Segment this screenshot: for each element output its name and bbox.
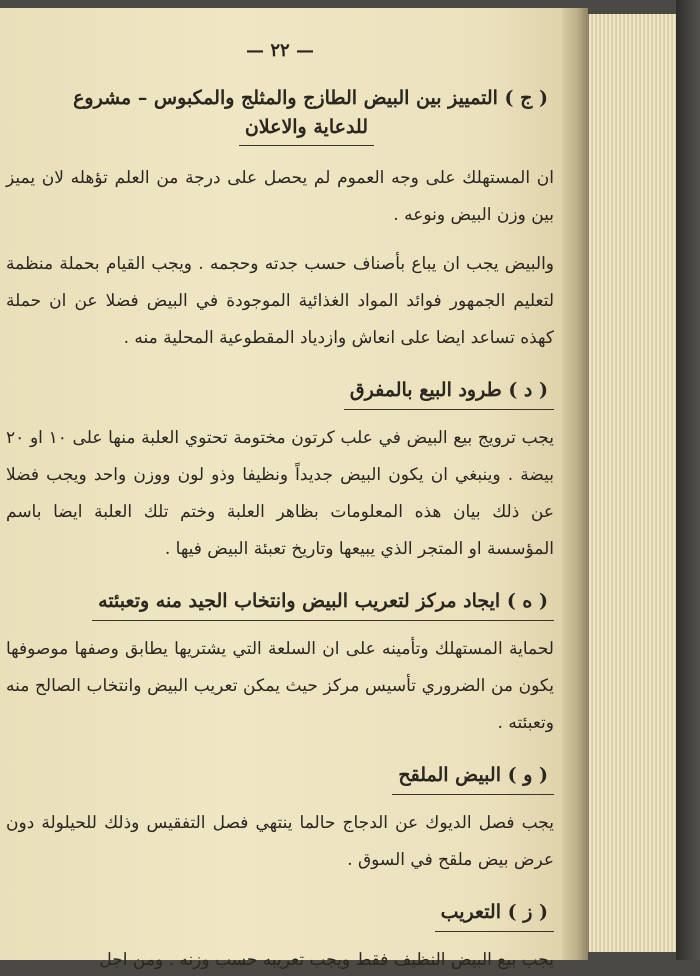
book-cover-edge bbox=[676, 0, 700, 976]
section-z bbox=[6, 891, 554, 976]
page-text bbox=[6, 40, 554, 976]
section-w bbox=[6, 754, 554, 879]
paragraph: يجب فصل الديوك عن الدجاج حالما ينتهي فصل التفقيس وذلك للحيلولة دون عرض بيض ملقح في السوق . bbox=[6, 813, 554, 870]
section-heading-continued: للدعاية والاعلان bbox=[239, 113, 374, 146]
paragraph: يجب ترويج بيع البيض في علب كرتون مختومة تحتوي العلبة منها على ١٠ او ٢٠ بيضة . وينبغي ان يكون البيض جديداً ونظيفا وذو لون ووزن واحد ويجب فضلا عن ذلك بيان هذه المعلومات بظاهر العلبة وختم تلك العلبة ايضا باسم المؤسسة او المتجر الذي يبيعها وتاريخ تعبئة البيض فيها . bbox=[6, 428, 555, 559]
paragraph: والبيض يجب ان يباع بأصناف حسب جدته وحجمه . ويجب القيام بحملة منظمة لتعليم الجمهور فوائد المواد الغذائية الموجودة في البيض فضلا عن ان حملة كهذه تساعد ايضا على انعاش وازدياد المقطوعية المحلية منه . bbox=[6, 254, 554, 348]
section-heading: ( ز ) التعريب bbox=[435, 897, 554, 932]
paragraph: يجب بيع البيض النظيف فقط ويجب تعريبه حسب وزنه . ومن اجل bbox=[99, 950, 554, 970]
paragraph: ان المستهلك على وجه العموم لم يحصل على درجة من العلم تؤهله لان يميز بين وزن البيض ونوعه . bbox=[6, 168, 554, 225]
section-heading: ( د ) طرود البيع بالمفرق bbox=[344, 375, 554, 410]
page-gutter bbox=[562, 8, 588, 960]
section-c bbox=[6, 83, 554, 357]
page-edges bbox=[588, 14, 677, 952]
section-heading: ( ج ) التمييز بين البيض الطازج والمثلج والمكبوس – مشروع bbox=[73, 87, 548, 109]
section-d bbox=[6, 369, 554, 568]
section-heading: ( و ) البيض الملقح bbox=[392, 760, 554, 795]
section-heading: ( ه ) ايجاد مركز لتعريب البيض وانتخاب الجيد منه وتعبئته bbox=[92, 586, 554, 621]
paragraph: لحماية المستهلك وتأمينه على ان السلعة التي يشتريها يطابق وصفها موصوفها يكون من الضروري تأسيس مركز حيث يمكن تعريب البيض وانتخاب الصالح منه وتعبئته . bbox=[6, 639, 554, 733]
page-number: — ٢٢ — bbox=[246, 40, 314, 61]
section-h bbox=[6, 580, 554, 742]
